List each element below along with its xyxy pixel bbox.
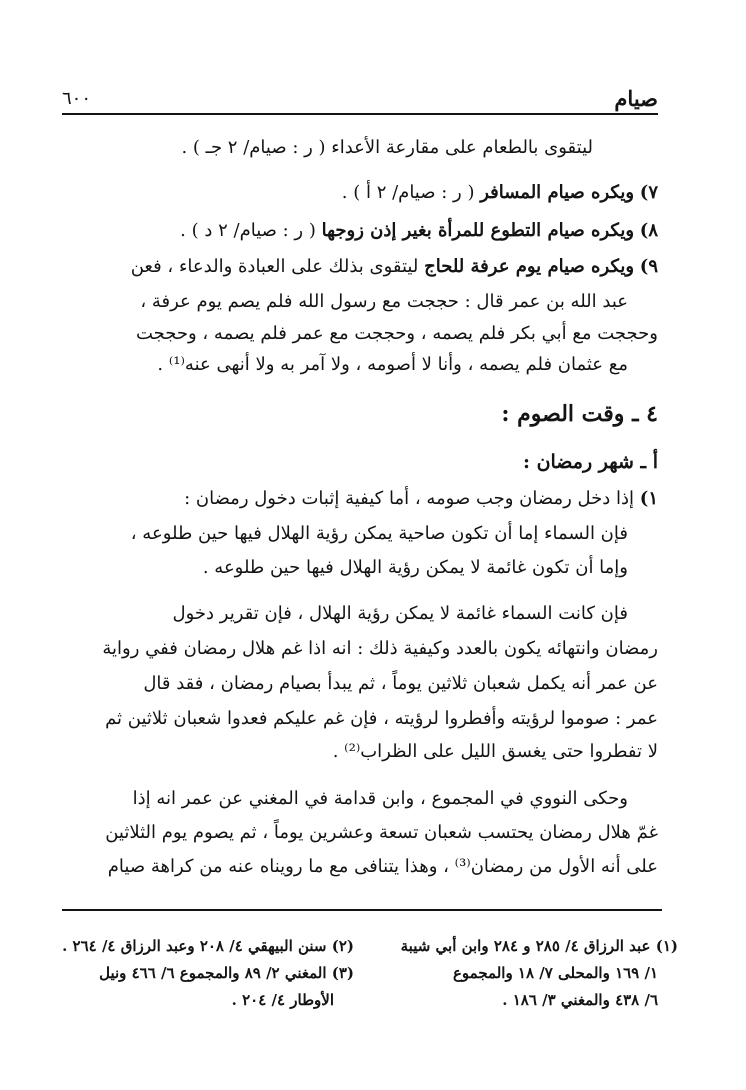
body-line: رمضان وانتهائه يكون بالعدد وكيفية ذلك : انه اذا غم هلال رمضان ففي رواية — [102, 638, 658, 659]
running-header-title: صيام — [614, 86, 658, 111]
body-line: عن عمر أنه يكمل شعبان ثلاثين يوماً ، ثم يبدأ بصيام رمضان ، فقد قال — [143, 673, 658, 694]
body-line: غمّ هلال رمضان يحتسب شعبان تسعة وعشرين يوماً ، ثم يصوم يوم الثلاثين — [105, 822, 658, 843]
footnote-3: (٣) المغني ٢/ ٨٩ والمجموع ٦/ ٤٦٦ ونيل — [99, 964, 354, 982]
footnote-2: (٢) سنن البيهقي ٤/ ٢٠٨ وعبد الرزاق ٤/ ٢٦٤ . — [62, 937, 354, 955]
item-text: ليتقوى بذلك على العبادة والدعاء ، فعن — [130, 256, 419, 277]
item-reference: ( ر : صيام/ ٢ أ ) . — [341, 182, 475, 203]
body-line: وحكى النووي في المجموع ، وابن قدامة في المغني عن عمر انه إذا — [132, 788, 628, 809]
footnote-3-continued: الأوطار ٤/ ٢٠٤ . — [231, 991, 334, 1009]
paragraph-item-1 — [184, 487, 658, 511]
body-line: على أنه الأول من رمضان⁽³⁾ ، وهذا يتنافى مع ما رويناه عنه من كراهة صيام — [107, 856, 658, 877]
item-reference: ( ر : صيام/ ٢ د ) . — [180, 220, 316, 241]
list-item-7 — [342, 181, 658, 205]
footnote-1-continued: ١/ ١٦٩ والمحلى ٧/ ١٨ والمجموع — [452, 964, 658, 982]
body-line: فإن السماء إما أن تكون صاحية يمكن رؤية الهلال فيها حين طلوعه ، — [130, 523, 628, 544]
section-heading: ٤ ـ وقت الصوم : — [501, 401, 658, 427]
footnote-1-continued: ٦/ ٤٣٨ والمغني ٣/ ١٨٦ . — [502, 991, 658, 1009]
subsection-heading: أ ـ شهر رمضان : — [522, 451, 658, 473]
item-number: ٩) — [639, 256, 658, 277]
item-heading: ويكره صيام التطوع للمرأة بغير إذن زوجها — [321, 220, 635, 241]
item-heading: ويكره صيام المسافر — [480, 182, 635, 203]
header-divider — [62, 113, 658, 115]
item-number: ١) — [639, 488, 658, 509]
item-text: إذا دخل رمضان وجب صومه ، أما كيفية إثبات دخول رمضان : — [184, 488, 635, 509]
body-line: فإن كانت السماء غائمة لا يمكن رؤية الهلال ، فإن تقرير دخول — [172, 603, 628, 624]
body-line: وحججت مع أبي بكر فلم يصمه ، وحججت مع عمر فلم يصمه ، وحججت — [135, 323, 658, 344]
footnote-1: (١) عبد الرزاق ٤/ ٢٨٥ و ٢٨٤ وابن أبي شيبة — [400, 937, 678, 955]
body-line: مع عثمان فلم يصمه ، وأنا لا أصومه ، ولا آمر به ولا أنهى عنه⁽¹⁾ . — [157, 354, 628, 375]
body-line: لا تفطروا حتى يغسق الليل على الظراب⁽²⁾ . — [332, 741, 658, 762]
body-line: ليتقوى بالطعام على مقارعة الأعداء ( ر : صيام/ ٢ جـ ) . — [181, 137, 593, 158]
body-line: عبد الله بن عمر قال : حججت مع رسول الله فلم يصم يوم عرفة ، — [140, 291, 628, 312]
footnote-divider — [62, 909, 662, 911]
item-number: ٧) — [639, 182, 658, 203]
item-number: ٨) — [639, 220, 658, 241]
list-item-9 — [131, 255, 658, 279]
page-number: ٦٠٠ — [62, 88, 92, 109]
body-line: عمر : صوموا لرؤيته وأفطروا لرؤيته ، فإن غم عليكم فعدوا شعبان ثلاثين ثم — [105, 708, 658, 729]
body-line: وإما أن تكون غائمة لا يمكن رؤية الهلال فيها حين طلوعه . — [202, 557, 628, 578]
list-item-8 — [180, 219, 658, 243]
item-heading: ويكره صيام يوم عرفة للحاج — [424, 256, 635, 277]
